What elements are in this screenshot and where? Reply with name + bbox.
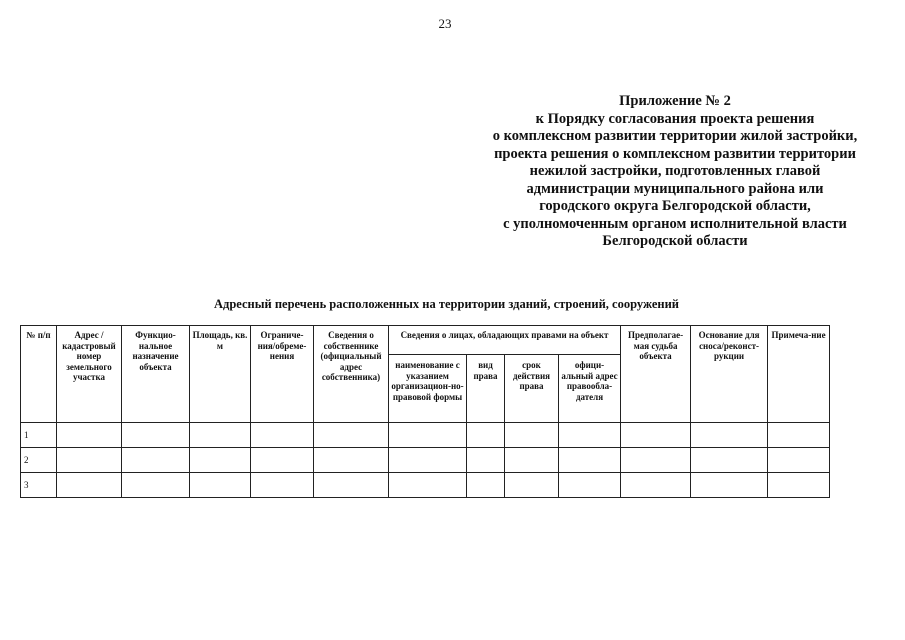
table-cell bbox=[389, 448, 467, 473]
table-cell bbox=[467, 473, 505, 498]
table-cell bbox=[57, 473, 122, 498]
appendix-line: с уполномоченным органом исполнительной власти bbox=[503, 215, 847, 232]
table-cell bbox=[559, 423, 621, 448]
header-owner: Сведения о собственнике (официальный адрес собственника) bbox=[314, 326, 389, 423]
table-cell bbox=[505, 473, 559, 498]
appendix-line: городского округа Белгородской области, bbox=[539, 198, 811, 214]
table-cell bbox=[190, 448, 251, 473]
table-cell bbox=[314, 473, 389, 498]
table-cell bbox=[768, 448, 830, 473]
table-cell bbox=[505, 448, 559, 473]
table-cell bbox=[621, 448, 691, 473]
page-number: 23 bbox=[438, 16, 452, 31]
table-cell bbox=[621, 423, 691, 448]
table-cell bbox=[768, 473, 830, 498]
table-cell bbox=[251, 423, 314, 448]
appendix-line: администрации муниципального района или bbox=[526, 180, 824, 197]
table-cell bbox=[559, 473, 621, 498]
table-cell bbox=[122, 448, 190, 473]
table-cell bbox=[467, 423, 505, 448]
appendix-line: нежилой застройки, подготовленных главой bbox=[529, 163, 821, 179]
appendix-header bbox=[470, 93, 880, 251]
table-cell bbox=[768, 423, 830, 448]
table-cell bbox=[559, 448, 621, 473]
appendix-line: Белгородской области bbox=[602, 233, 748, 249]
header-row bbox=[21, 326, 830, 355]
header-rights-group: Сведения о лицах, обладающих правами на объект bbox=[389, 326, 621, 355]
table-row bbox=[21, 473, 830, 498]
appendix-line: Приложение № 2 bbox=[619, 93, 731, 109]
row-number: 2 bbox=[21, 448, 57, 473]
table-cell bbox=[57, 448, 122, 473]
table-cell bbox=[190, 423, 251, 448]
table-cell bbox=[122, 423, 190, 448]
header-area: Площадь, кв. м bbox=[190, 326, 251, 423]
table-cell bbox=[251, 473, 314, 498]
header-address: Адрес / кадастровый номер земельного участка bbox=[57, 326, 122, 423]
row-number: 1 bbox=[21, 423, 57, 448]
header-rights-name: наименование с указанием организацион-но-правовой формы bbox=[389, 355, 467, 423]
header-restrictions: Ограниче-ния/обреме-нения bbox=[251, 326, 314, 423]
table-cell bbox=[251, 448, 314, 473]
table-cell bbox=[190, 473, 251, 498]
table-cell bbox=[691, 473, 768, 498]
table-cell bbox=[467, 448, 505, 473]
header-function: Функцио-нальное назначение объекта bbox=[122, 326, 190, 423]
table-cell bbox=[691, 448, 768, 473]
header-note: Примеча-ние bbox=[768, 326, 830, 423]
header-rights-term: срок действия права bbox=[505, 355, 559, 423]
table-cell bbox=[314, 448, 389, 473]
table-row bbox=[21, 423, 830, 448]
header-rights-type: вид права bbox=[467, 355, 505, 423]
header-num: № п/п bbox=[21, 326, 57, 423]
table-cell bbox=[505, 423, 559, 448]
table-cell bbox=[691, 423, 768, 448]
appendix-line: проекта решения о комплексном развитии территории bbox=[494, 145, 856, 162]
header-basis: Основание для сноса/реконст-рукции bbox=[691, 326, 768, 423]
header-rights-address: офици-альный адрес правообла-дателя bbox=[559, 355, 621, 423]
appendix-line: о комплексном развитии территории жилой застройки, bbox=[492, 128, 858, 144]
header-fate: Предполагае-мая судьба объекта bbox=[621, 326, 691, 423]
table-cell bbox=[122, 473, 190, 498]
row-number: 3 bbox=[21, 473, 57, 498]
table-cell bbox=[389, 473, 467, 498]
table-cell bbox=[57, 423, 122, 448]
table-cell bbox=[389, 423, 467, 448]
address-registry-table bbox=[20, 325, 830, 498]
appendix-line: к Порядку согласования проекта решения bbox=[535, 110, 815, 127]
table-cell bbox=[621, 473, 691, 498]
table-cell bbox=[314, 423, 389, 448]
table-row bbox=[21, 448, 830, 473]
document-title: Адресный перечень расположенных на территории зданий, строений, сооружений bbox=[213, 297, 679, 311]
